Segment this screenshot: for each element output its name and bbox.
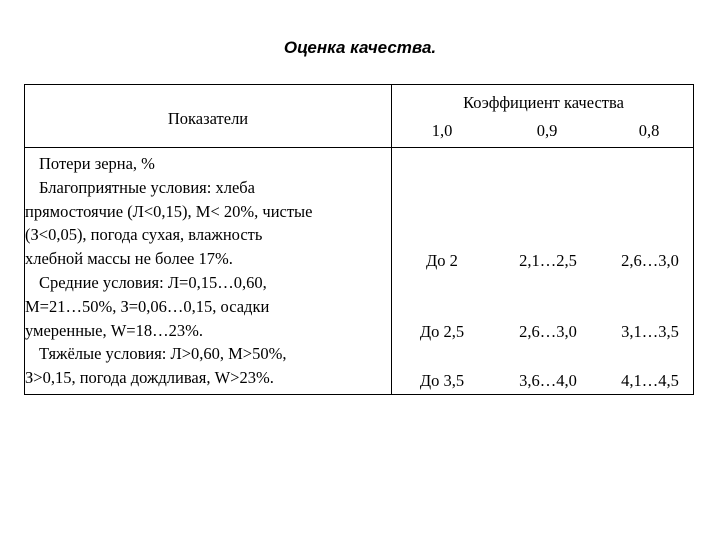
header-coef-0-9: 0,9 (536, 121, 558, 140)
cell-medium-1-0: До 2,5 (419, 322, 465, 341)
description-line: Средние условия: Л=0,15…0,60, (39, 272, 267, 292)
indicators-description (25, 152, 391, 390)
cell-medium-0-8: 3,1…3,5 (621, 322, 679, 341)
header-coefficient-group: Коэффициент качества (463, 93, 624, 112)
description-line: прямостоячие (Л<0,15), М< 20%, чистые (25, 201, 313, 221)
description-line: умеренные, W=18…23%. (25, 320, 203, 340)
header-separator (25, 147, 693, 148)
column-divider (391, 85, 392, 394)
cell-favorable-0-9: 2,1…2,5 (519, 251, 577, 270)
header-indicators: Показатели (167, 109, 249, 128)
cell-medium-0-9: 2,6…3,0 (519, 322, 577, 341)
description-line: хлебной массы не более 17%. (25, 249, 233, 269)
header-coef-1-0: 1,0 (431, 121, 453, 140)
description-line: Тяжёлые условия: Л>0,60, М>50%, (39, 344, 287, 364)
cell-favorable-1-0: До 2 (426, 251, 458, 270)
description-line: Благоприятные условия: хлеба (39, 177, 255, 197)
cell-heavy-0-9: 3,6…4,0 (519, 371, 577, 390)
description-line: (З<0,05), погода сухая, влажность (25, 225, 263, 245)
cell-heavy-0-8: 4,1…4,5 (621, 371, 679, 390)
description-line: М=21…50%, З=0,06…0,15, осадки (25, 296, 270, 316)
header-coef-0-8: 0,8 (638, 121, 660, 140)
description-line: Потери зерна, % (39, 154, 155, 173)
page-title: Оценка качества. (283, 38, 437, 57)
description-line: З>0,15, погода дождливая, W>23%. (25, 368, 274, 388)
cell-heavy-1-0: До 3,5 (419, 371, 465, 390)
quality-table (24, 84, 694, 395)
cell-favorable-0-8: 2,6…3,0 (621, 251, 679, 270)
